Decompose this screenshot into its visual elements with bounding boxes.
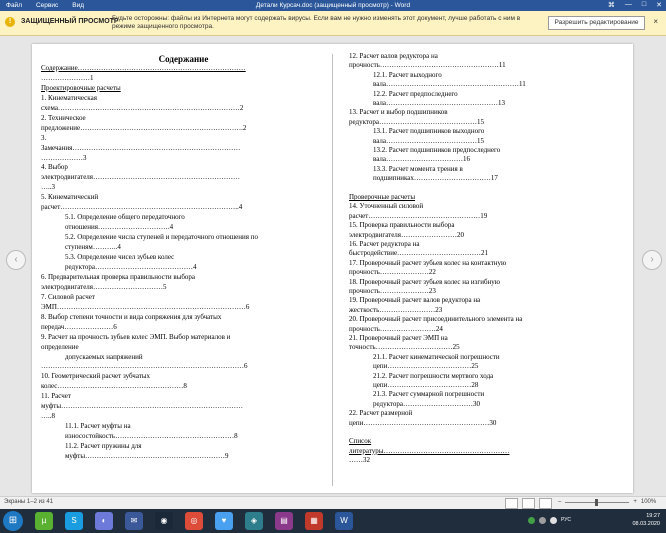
toc-line[interactable]: вала……………………………16 [373, 155, 470, 164]
toc-line[interactable]: 8. Выбор степени точности и вида сопряжения для зубчатых [41, 312, 222, 321]
toc-line[interactable]: Проектировочные расчеты [41, 83, 121, 92]
title-bar [0, 0, 666, 11]
toc-line[interactable]: 18. Проверочный расчет зубьев колес на изгибную [349, 277, 501, 286]
minimize-button[interactable]: — [624, 1, 632, 8]
toc-line[interactable]: износостойкость……………………………………………8 [65, 432, 238, 441]
toc-line[interactable]: 14. Уточненный силовой [349, 202, 424, 211]
maximize-button[interactable]: □ [641, 1, 647, 8]
toc-line[interactable]: быстродействие………………………………21 [349, 249, 489, 258]
toc-line[interactable]: 7. Силовой расчет [41, 292, 95, 301]
toc-line[interactable]: 13.2. Расчет подшипников предпоследнего [373, 146, 501, 154]
clock-date: 08.03.2020 [632, 521, 660, 527]
tray-battery-icon[interactable] [550, 517, 557, 524]
toc-line[interactable]: электродвигателя……………………20 [349, 230, 465, 239]
toc-line[interactable]: 5.1. Определение общего передаточного [65, 213, 185, 222]
toc-line[interactable]: литературы……………………………………………… [349, 446, 510, 455]
toc-line[interactable]: прочность…………………23 [349, 287, 436, 295]
toc-line[interactable]: расчет…………………………………………………………………..4 [41, 203, 243, 212]
toc-line[interactable]: цепи………………………………28 [373, 381, 479, 389]
toc-line[interactable]: …..3 [41, 183, 55, 192]
status-bar [0, 496, 666, 509]
toc-line[interactable]: 6. Предварительная проверка правильности выбора [41, 272, 195, 281]
clock[interactable] [632, 512, 660, 528]
menu-view[interactable]: Вид [72, 2, 85, 9]
toc-line[interactable]: определение [41, 342, 79, 351]
ribbon-options-icon[interactable]: ⌘ [607, 2, 615, 9]
toc-line[interactable]: 2. Техническое [41, 113, 86, 122]
zoom-in-button[interactable]: + [633, 499, 637, 505]
next-page-button[interactable]: › [642, 250, 662, 270]
toc-line[interactable]: 5. Кинематический [41, 193, 99, 202]
toc-line[interactable]: редуктора……………………………………15 [349, 117, 484, 126]
toc-line[interactable]: ……………………………………………………………………………6 [41, 362, 248, 371]
toc-line[interactable]: цепи………………………………………………30 [349, 418, 497, 427]
toc-line[interactable]: редуктора…………………………30 [373, 399, 480, 408]
toc-line[interactable]: электродвигателя……………………………………………………… [41, 173, 241, 182]
protected-view-label: ЗАЩИЩЕННЫЙ ПРОСМОТР [21, 18, 119, 25]
toc-line[interactable]: муфты…………………………………………………………………… [41, 402, 244, 411]
page-count: Экраны 1–2 из 41 [4, 499, 54, 505]
toc-line[interactable]: Содержание……………………………………………………………… [41, 63, 246, 72]
toc-line[interactable]: Список [349, 437, 372, 446]
toc-line[interactable]: 5.3. Определение чисел зубьев колес [65, 253, 175, 261]
toc-line[interactable]: 11. Расчет [41, 392, 71, 401]
rar-icon[interactable]: ▤ [275, 512, 293, 530]
window-controls [608, 1, 662, 9]
steam-icon[interactable]: ◉ [155, 512, 173, 530]
taskbar [0, 509, 666, 533]
protected-view-message: Будьте осторожны: файлы из Интернета могут содержать вирусы. Если вам не нужно изменять этот документ, лучше работать с ним в режиме защищенного просмотра. [112, 15, 521, 30]
tray-network-icon[interactable] [528, 517, 535, 524]
view-buttons [505, 498, 552, 509]
toc-line[interactable]: 3. [41, 133, 47, 142]
toc-line[interactable]: редуктора……………………………………4 [65, 262, 197, 271]
menu-service[interactable]: Сервис [35, 2, 59, 9]
app-icon[interactable]: ◈ [245, 512, 263, 530]
enable-editing-button[interactable]: Разрешить редактирование [548, 16, 645, 30]
toc-heading: Содержание [158, 54, 209, 64]
toc-line[interactable]: 12.2. Расчет предпоследнего [373, 89, 458, 98]
toc-line[interactable]: точность……………………………25 [349, 343, 460, 352]
toc-line[interactable]: предложение…………………………………………………………….2 [41, 123, 247, 132]
toc-line[interactable]: передач…………………6 [41, 322, 117, 331]
window-title: Детали Курсач.doc (защищенный просмотр) - Word [255, 2, 411, 9]
toc-line[interactable]: Замечания……………………………………………………………… [41, 143, 241, 152]
zoom-slider[interactable] [565, 502, 629, 503]
toc-line[interactable]: 12. Расчет валов редуктора на [349, 52, 438, 60]
start-icon[interactable]: ⊞ [3, 511, 23, 531]
toc-line[interactable]: жесткость……………………23 [349, 305, 443, 314]
toc-line[interactable]: …………………1 [41, 73, 94, 82]
discord-icon[interactable]: ◐ [95, 512, 113, 530]
word-icon[interactable]: W [335, 512, 353, 530]
toc-line[interactable]: 19. Проверочный расчет валов редуктора на [349, 296, 481, 305]
toc-line[interactable]: подшипниках……………………………17 [373, 174, 498, 183]
toc-line[interactable]: вала…………………………………………13 [373, 99, 505, 107]
toc-line[interactable]: …..8 [41, 412, 55, 421]
skype-icon[interactable]: S [65, 512, 83, 530]
shield-icon: ! [5, 17, 15, 27]
document-page [32, 44, 633, 493]
toc-line[interactable]: Проверочные расчеты [349, 193, 416, 201]
zoom-out-button[interactable]: – [558, 499, 562, 505]
web-layout-icon[interactable] [539, 498, 552, 509]
page-divider [332, 54, 333, 486]
toc-line[interactable]: ……32 [349, 456, 370, 465]
toc-line[interactable]: 21.1. Расчет кинематической погрешности [373, 352, 500, 361]
toc-line[interactable]: 15. Проверка правильности выбора [349, 221, 455, 230]
toc-line[interactable]: 22. Расчет размерной [349, 409, 413, 418]
toc-line[interactable]: допускаемых напряжений [65, 352, 143, 361]
toc-line[interactable]: 12.1. Расчет выходного [373, 70, 442, 79]
toc-line[interactable]: расчет…………………………………………19 [349, 211, 488, 220]
toc-line[interactable]: 16. Расчет редуктора на [349, 240, 420, 248]
toc-line[interactable]: 11.2. Расчет пружины для [65, 442, 142, 451]
toc-line[interactable]: колес………………………………………………8 [41, 382, 187, 391]
toc-line[interactable]: вала…………………………………15 [373, 136, 484, 145]
tray-icons [528, 517, 571, 524]
utorrent-icon[interactable]: µ [35, 512, 53, 530]
toc-line[interactable]: схема……………………………………………………………………2 [41, 103, 244, 112]
mail-icon[interactable]: ✉ [125, 512, 143, 530]
tray-volume-icon[interactable] [539, 517, 546, 524]
print-layout-icon[interactable] [522, 498, 535, 509]
zoom-control [558, 499, 656, 505]
heart-icon[interactable]: ♥ [215, 512, 233, 530]
close-button[interactable]: ✕ [656, 2, 662, 9]
read-mode-icon[interactable] [505, 498, 518, 509]
toc-line[interactable]: 21.2. Расчет погрешности мертвого хода [373, 371, 494, 380]
toc-line[interactable]: 21.3. Расчет суммарной погрешности [373, 390, 485, 399]
prev-page-button[interactable]: ‹ [6, 250, 26, 270]
toc-line[interactable]: отношения………………………….4 [65, 223, 174, 232]
zoom-handle[interactable] [595, 499, 598, 506]
toc-line[interactable]: 9. Расчет на прочность зубьев колес ЭМП. Выбор материалов и [41, 332, 231, 341]
toc-line[interactable]: электродвигателя…………………………5 [41, 282, 167, 291]
toc-line[interactable]: 13. Расчет и выбор подшипников [349, 108, 448, 117]
toc-line[interactable]: ступеням………..4 [65, 243, 121, 252]
toc-line[interactable]: 5.2. Определение числа ступеней и передаточного отношения по [65, 233, 258, 242]
tray-lang[interactable]: РУС [561, 517, 572, 523]
clock-time: 19:27 [646, 513, 660, 519]
menu-file[interactable]: Файл [6, 2, 22, 9]
toc-line[interactable]: цепи………………………………25 [373, 362, 479, 371]
toc-line[interactable]: прочность…………………22 [349, 268, 436, 277]
toc-line[interactable]: 13.3. Расчет момента трения в [373, 164, 463, 173]
toc-line[interactable]: прочность……………………………………………11 [349, 61, 506, 70]
toc-line[interactable]: вала…………………………………………………11 [373, 80, 526, 89]
close-icon[interactable]: × [653, 17, 658, 26]
toc-line[interactable]: ЭМП………………………………………………………………………6 [41, 302, 250, 311]
toc-line[interactable]: 20. Проверочный расчет присоединительного элемента на [349, 315, 523, 324]
toc-line[interactable]: 11.1. Расчет муфты на [65, 422, 131, 431]
toc-line[interactable]: 4. Выбор [41, 163, 68, 172]
toc-line[interactable]: 13.1. Расчет подшипников выходного [373, 127, 485, 136]
zoom-level[interactable]: 100% [640, 499, 657, 505]
toc-line[interactable]: 10. Геометрический расчет зубчатых [41, 372, 151, 381]
toc-line[interactable]: муфты……………………………………………………9 [65, 452, 229, 460]
toc-line[interactable]: ………………3 [41, 153, 87, 162]
toc-line[interactable]: прочность……………………24 [349, 324, 443, 333]
toc-line[interactable]: 17. Проверочный расчет зубьев колес на контактную [349, 258, 507, 267]
toc-line[interactable]: 1. Кинематическая [41, 93, 97, 102]
chrome-icon[interactable]: ◎ [185, 512, 203, 530]
toc-line[interactable]: 21. Проверочный расчет ЭМП на [349, 334, 448, 342]
paint-icon[interactable]: ▦ [305, 512, 323, 530]
protected-view-bar [0, 11, 666, 36]
